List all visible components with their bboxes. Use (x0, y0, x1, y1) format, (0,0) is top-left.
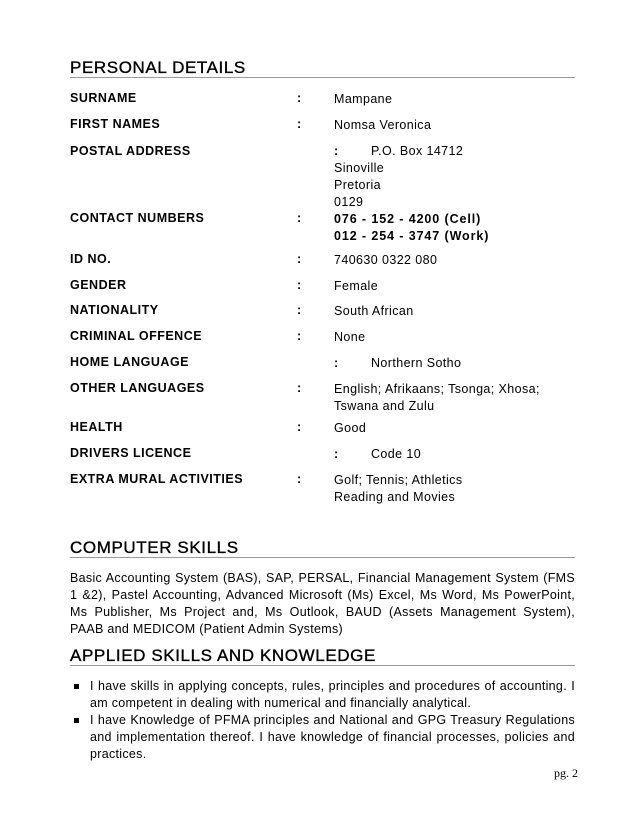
field-label: POSTAL ADDRESS (70, 144, 191, 158)
address-line: 0129 (334, 195, 364, 209)
applied-skills-heading (70, 646, 575, 666)
field-colon: : (334, 447, 339, 461)
field-colon: : (297, 252, 302, 266)
field-value (334, 472, 462, 506)
field-label: EXTRA MURAL ACTIVITIES (70, 472, 244, 486)
field-label: GENDER (70, 278, 127, 292)
field-label: FIRST NAMES (70, 117, 161, 131)
field-colon: : (297, 420, 302, 434)
field-value-text: Northern Sotho (371, 356, 462, 370)
bullet-icon (74, 718, 79, 723)
field-label: OTHER LANGUAGES (70, 381, 205, 395)
address-line: Pretoria (334, 178, 381, 192)
section-title: APPLIED SKILLS AND KNOWLEDGE (70, 646, 376, 665)
field-colon: : (297, 472, 302, 486)
field-value (334, 143, 463, 211)
field-value (334, 381, 540, 415)
field-colon: : (297, 278, 302, 292)
field-value (334, 211, 489, 245)
page-number: pg. 2 (554, 766, 578, 780)
list-item (70, 712, 575, 763)
field-label: CRIMINAL OFFENCE (70, 329, 203, 343)
computer-skills-text: Basic Accounting System (BAS), SAP, PERSAL, Financial Management System (FMS 1 &2), Pastel Accounting, Advanced Microsoft (Ms) Excel, Ms Word, Ms PowerPoint, Ms Publisher, Ms Project and, Ms Outlook, BAUD (Assets Management System), PAAB and MEDICOM (Patient Admin Systems) (70, 571, 575, 636)
field-value (334, 355, 461, 372)
applied-skills-list (70, 678, 575, 763)
field-label: SURNAME (70, 91, 137, 105)
personal-details-heading (70, 58, 575, 78)
address-line: P.O. Box 14712 (371, 144, 464, 158)
field-colon: : (297, 303, 302, 317)
list-item-text: I have Knowledge of PFMA principles and National and GPG Treasury Regulations and implementation thereof. I have knowledge of financial processes, policies and practices. (90, 713, 575, 761)
field-colon: : (297, 91, 302, 105)
field-value: None (334, 330, 366, 344)
section-title: PERSONAL DETAILS (70, 58, 246, 77)
field-value: South African (334, 304, 414, 318)
contact-line: 012 - 254 - 3747 (Work) (334, 229, 490, 243)
field-colon: : (334, 144, 339, 158)
field-label: NATIONALITY (70, 303, 159, 317)
list-item-text: I have skills in applying concepts, rules, principles and procedures of accounting. I am competent in dealing with numerical and financially analytical. (90, 679, 575, 710)
field-colon: : (297, 117, 302, 131)
bullet-icon (74, 684, 79, 689)
section-title: COMPUTER SKILLS (70, 538, 239, 557)
field-colon: : (297, 211, 302, 225)
activity-line: Golf; Tennis; Athletics (334, 473, 463, 487)
contact-line: 076 - 152 - 4200 (Cell) (334, 212, 482, 226)
field-label: HEALTH (70, 420, 123, 434)
field-label: ID NO. (70, 252, 112, 266)
section-divider (70, 77, 575, 78)
field-value: 740630 0322 080 (334, 253, 438, 267)
field-colon: : (297, 329, 302, 343)
computer-skills-heading (70, 538, 575, 558)
field-colon: : (297, 381, 302, 395)
activity-line: Reading and Movies (334, 490, 456, 504)
field-value-text: Code 10 (371, 447, 422, 461)
field-value: Good (334, 421, 367, 435)
field-label: DRIVERS LICENCE (70, 446, 192, 460)
field-value (334, 446, 421, 463)
field-value: Female (334, 279, 379, 293)
list-item (70, 678, 575, 712)
field-label: CONTACT NUMBERS (70, 211, 205, 225)
field-value: Nomsa Veronica (334, 118, 432, 132)
language-line: Tswana and Zulu (334, 399, 435, 413)
field-colon: : (334, 356, 339, 370)
field-value: Mampane (334, 92, 393, 106)
section-divider (70, 665, 575, 666)
address-line: Sinoville (334, 161, 385, 175)
section-divider (70, 557, 575, 558)
language-line: English; Afrikaans; Tsonga; Xhosa; (334, 382, 540, 396)
field-label: HOME LANGUAGE (70, 355, 189, 369)
